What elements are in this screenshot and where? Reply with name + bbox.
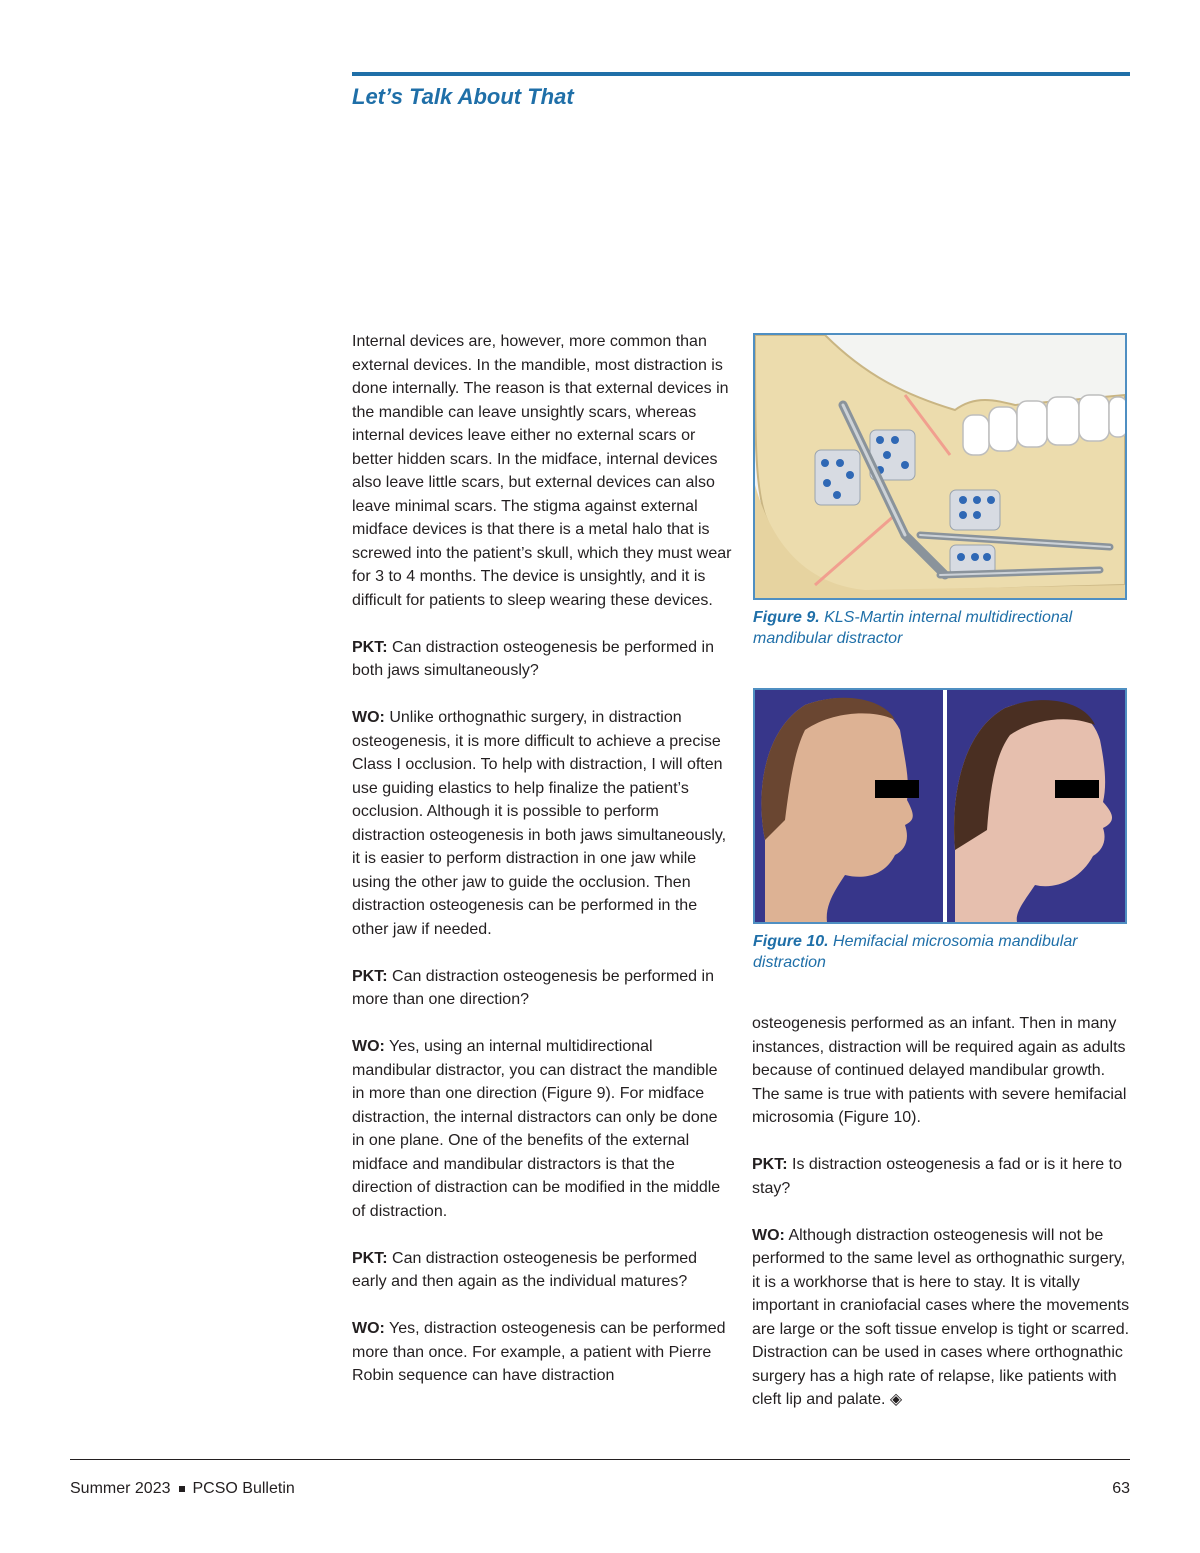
speaker-label: PKT: (352, 967, 388, 985)
section-title: Let’s Talk About That (352, 84, 574, 109)
figure-10-caption (753, 931, 1123, 973)
paragraph (752, 1153, 1132, 1200)
figure-9-image (753, 333, 1127, 600)
paragraph (352, 706, 732, 941)
speaker-label: PKT: (352, 638, 388, 656)
figure-10-image (753, 688, 1127, 924)
paragraph-text: Can distraction osteogenesis be performed in both jaws simultaneously? (352, 638, 714, 679)
right-column (752, 1012, 1132, 1435)
paragraph-text: Yes, using an internal multidirectional mandibular distractor, you can distract the mandible in more than one direction (Figure 9). For midface distraction, the internal distractors can only be done in one plane. One of the benefits of the external midface and mandibular distractors is that the direction of distraction can be modified in the middle of distraction. (352, 1038, 721, 1220)
paragraph (352, 965, 732, 1012)
speaker-label: WO: (752, 1226, 785, 1244)
figure-9-caption-text: KLS-Martin internal multidirectional mandibular distractor (753, 609, 1073, 647)
speaker-label: PKT: (752, 1156, 788, 1173)
paragraph-text: osteogenesis performed as an infant. Then in many instances, distraction will be required again as adults because of continued delayed mandibular growth. The same is true with patients with severe hemifacial microsomia (Figure 10). (752, 1015, 1127, 1126)
page-number: 63 (1112, 1480, 1130, 1497)
distractor-illustration (755, 335, 1125, 598)
figure-10-caption-text: Hemifacial microsomia mandibular distraction (753, 933, 1078, 971)
figure-9-label: Figure 9. (753, 609, 820, 626)
left-column (352, 330, 732, 1411)
paragraph (352, 1035, 732, 1223)
figure-9-caption (753, 607, 1123, 649)
paragraph (352, 1317, 732, 1388)
paragraph (752, 1012, 1132, 1130)
footer-rule (70, 1459, 1130, 1460)
footer-publication: PCSO Bulletin (192, 1480, 295, 1497)
paragraph-text: Can distraction osteogenesis be performed in more than one direction? (352, 967, 714, 1008)
paragraph-text: Can distraction osteogenesis be performed early and then again as the individual matures? (352, 1249, 698, 1290)
speaker-label: WO: (352, 1320, 385, 1337)
separator-square-icon (179, 1486, 185, 1492)
paragraph (752, 1224, 1132, 1412)
footer-issue: Summer 2023 (70, 1480, 171, 1497)
paragraph (352, 636, 732, 683)
paragraph (352, 1247, 732, 1294)
top-rule (352, 72, 1130, 76)
paragraph (352, 330, 732, 612)
paragraph-text: Is distraction osteogenesis a fad or is it here to stay? (752, 1156, 1122, 1197)
speaker-label: PKT: (352, 1249, 388, 1267)
speaker-label: WO: (352, 709, 385, 726)
paragraph-text: Yes, distraction osteogenesis can be performed more than once. For example, a patient with Pierre Robin sequence can have distraction (352, 1320, 726, 1384)
patient-profile-photos (755, 690, 1125, 922)
paragraph-text: Internal devices are, however, more common than external devices. In the mandible, most distraction is done internally. The reason is that external devices in the mandible can leave unsightly scars, whereas internal devices leave either no external scars or better hidden scars. In the midface, internal devices also leave little scars, but external devices can also leave minimal scars. The stigma against external midface devices is that there is a metal halo that is screwed into the patient’s skull, which they must wear for 3 to 4 months. The device is unsightly, and it is difficult for patients to sleep wearing these devices. (352, 333, 732, 609)
speaker-label: WO: (352, 1038, 385, 1055)
paragraph-text: Although distraction osteogenesis will not be performed to the same level as orthognathic surgery, it is a workhorse that is here to stay. It is vitally important in craniofacial cases where the movements are large or the soft tissue envelop is tight or scarred. Distraction can be used in cases where orthognathic surgery has a high rate of relapse, like patients with cleft lip and palate. ◈ (752, 1226, 1130, 1408)
figure-10-label: Figure 10. (753, 933, 829, 950)
paragraph-text: Unlike orthognathic surgery, in distraction osteogenesis, it is more difficult to achieve a precise Class I occlusion. To help with distraction, I will often use guiding elastics to help finalize the patient’s occlusion. Although it is possible to perform distraction osteogenesis in both jaws simultaneously, it is easier to perform distraction in one jaw while using the other jaw to guide the occlusion. Then distraction osteogenesis can be performed in the other jaw if needed. (352, 709, 727, 938)
footer-issue-info (70, 1480, 295, 1498)
